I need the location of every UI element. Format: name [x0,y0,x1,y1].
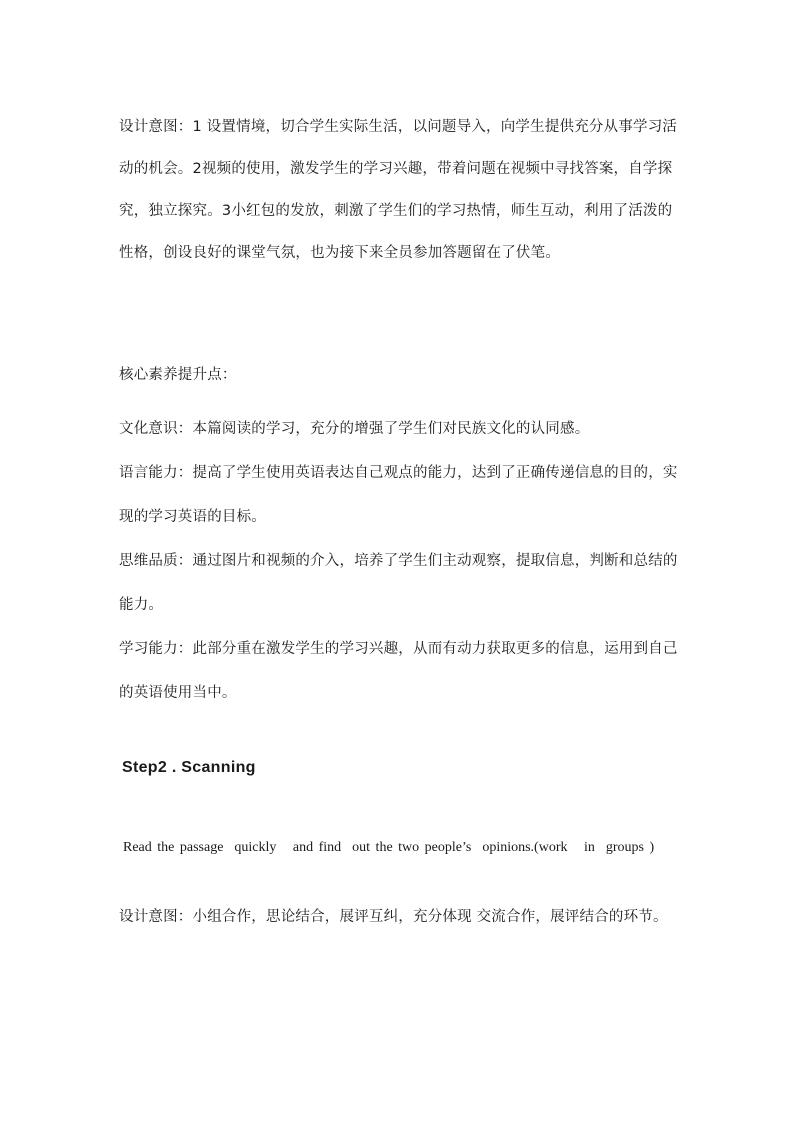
core-literacy-item-thinking: 思维品质：通过图片和视频的介入，培养了学生们主动观察，提取信息，判断和总结的能力。 [119,553,678,613]
core-literacy-item-language: 语言能力：提高了学生使用英语表达自己观点的能力，达到了正确传递信息的目的，实现的学习英语的目标。 [119,465,678,525]
core-literacy-list [119,407,679,715]
step2-instruction: Read the passage quickly and find out the two people’s opinions.(work in groups ) [123,840,655,855]
step2-heading: Step2 . Scanning [122,759,256,776]
design-intent-paragraph-2: 设计意图：小组合作，思论结合，展评互纠，充分体现 交流合作，展评结合的环节。 [119,909,668,925]
core-literacy-item-learning: 学习能力：此部分重在激发学生的学习兴趣，从而有动力获取更多的信息，运用到自己的英语使用当中。 [119,641,678,701]
core-literacy-item-culture: 文化意识：本篇阅读的学习，充分的增强了学生们对民族文化的认同感。 [119,421,590,437]
design-intent-paragraph-1: 设计意图：1 设置情境，切合学生实际生活，以问题导入，向学生提供充分从事学习活动的机会。2视频的使用，激发学生的学习兴趣，带着问题在视频中寻找答案，自学探究，独立探究。3小红包的发放，刺激了学生们的学习热情，师生互动，利用了活泼的性格，创设良好的课堂气氛，也为接下来全员参加答题留在了伏笔。 [119,119,678,261]
core-literacy-title: 核心素养提升点： [119,367,237,383]
